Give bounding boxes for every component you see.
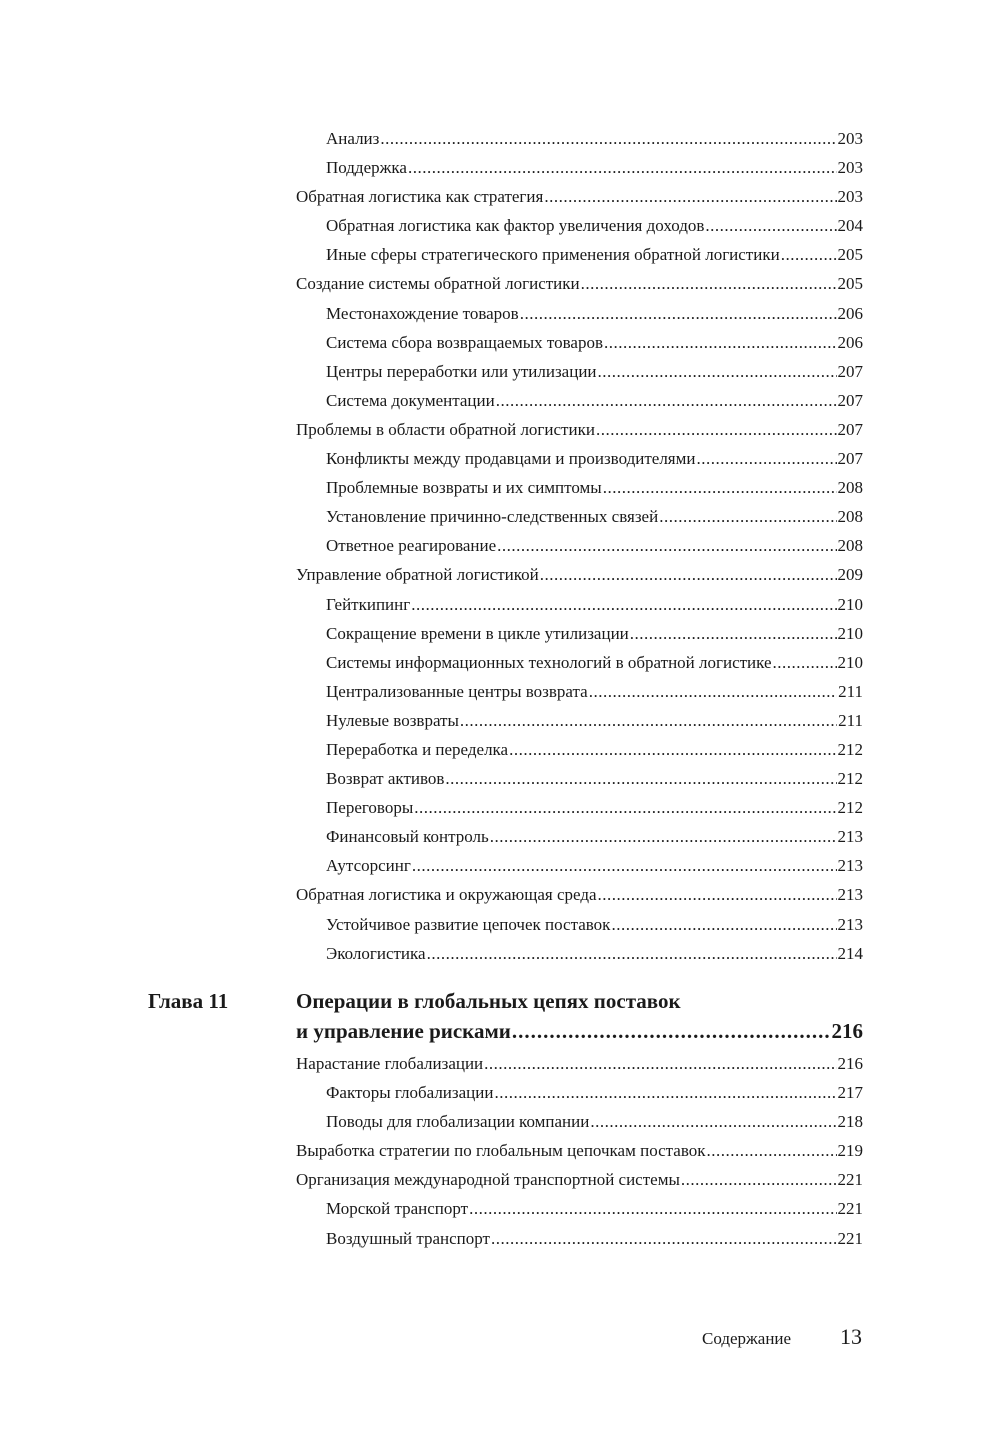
toc-entry	[296, 880, 863, 909]
toc-entry	[296, 1194, 863, 1223]
toc-entry	[296, 822, 863, 851]
toc-entry	[296, 444, 863, 473]
toc-leader-dots	[781, 240, 837, 269]
toc-entry	[296, 851, 863, 880]
toc-entry-title: Переговоры	[326, 798, 414, 818]
chapter-label: Глава 11	[148, 989, 229, 1013]
toc-leader-dots	[445, 764, 836, 793]
toc-entry-title: Устойчивое развитие цепочек поставок	[326, 914, 611, 934]
toc-entry-title: Обратная логистика как стратегия	[296, 187, 544, 207]
toc-leader-dots	[540, 560, 837, 589]
chapter-title-line1	[296, 986, 863, 1016]
toc-leader-dots	[681, 1165, 837, 1194]
toc-leader-dots	[705, 211, 836, 240]
chapter-leader-dots	[512, 1016, 831, 1046]
toc-entry-page: 203	[837, 158, 863, 178]
toc-entry-title: Переработка и переделка	[326, 739, 509, 759]
toc-entry	[296, 648, 863, 677]
toc-entry-page: 207	[837, 449, 863, 469]
toc-leader-dots	[659, 502, 836, 531]
toc-entry-title: Конфликты между продавцами и производителями	[326, 449, 696, 469]
toc-entry	[296, 1224, 863, 1253]
toc-entry-page: 207	[837, 361, 863, 381]
toc-entry-title: Проблемные возвраты и их симптомы	[326, 478, 602, 498]
toc-entry	[296, 240, 863, 269]
toc-entry	[296, 473, 863, 502]
toc-entry-page: 213	[837, 827, 863, 847]
toc-leader-dots	[611, 910, 836, 939]
toc-leader-dots	[696, 444, 836, 473]
toc-entry-title: Управление обратной логистикой	[296, 565, 539, 585]
toc-entry	[296, 706, 863, 735]
toc-entry-title: Финансовый контроль	[326, 827, 489, 847]
toc-entry	[296, 1165, 863, 1194]
chapter-heading	[296, 986, 863, 1046]
toc-entry-page: 208	[837, 536, 863, 556]
toc-entry-page: 210	[837, 594, 863, 614]
toc-entry	[296, 1078, 863, 1107]
toc-entry-page: 213	[837, 914, 863, 934]
toc-leader-dots	[497, 531, 836, 560]
toc-entry-title: Местонахождение товаров	[326, 303, 519, 323]
toc-entry-title: Система сбора возвращаемых товаров	[326, 332, 603, 352]
toc-entry	[296, 939, 863, 968]
toc-entry	[296, 764, 863, 793]
toc-leader-dots	[598, 357, 837, 386]
toc-leader-dots	[490, 822, 837, 851]
toc-entry-page: 217	[837, 1083, 863, 1103]
toc-leader-dots	[460, 706, 837, 735]
toc-entry-page: 210	[837, 652, 863, 672]
toc-entry-title: Факторы глобализации	[326, 1083, 494, 1103]
toc-entry-title: Иные сферы стратегического применения обратной логистики	[326, 245, 780, 265]
toc-entry-title: Системы информационных технологий в обратной логистике	[326, 652, 772, 672]
toc-entry-page: 206	[837, 303, 863, 323]
toc-entry-title: Установление причинно-следственных связей	[326, 507, 659, 527]
toc-leader-dots	[496, 386, 837, 415]
toc-leader-dots	[604, 328, 837, 357]
toc-entry-page: 212	[837, 769, 863, 789]
toc-list-part2	[296, 1049, 863, 1253]
toc-entry-title: Обратная логистика как фактор увеличения доходов	[326, 216, 705, 236]
toc-entry-title: Возврат активов	[326, 769, 445, 789]
toc-entry	[296, 153, 863, 182]
toc-entry-page: 213	[837, 885, 863, 905]
toc-leader-dots	[469, 1194, 836, 1223]
toc-leader-dots	[707, 1136, 837, 1165]
toc-leader-dots	[544, 182, 836, 211]
toc-entry	[296, 269, 863, 298]
toc-leader-dots	[581, 269, 837, 298]
toc-entry-page: 216	[837, 1054, 863, 1073]
toc-leader-dots	[603, 473, 837, 502]
toc-entry-title: Проблемы в области обратной логистики	[296, 419, 595, 439]
toc-leader-dots	[484, 1049, 836, 1078]
chapter-title-text-1: Операции в глобальных цепях поставок	[296, 989, 681, 1013]
toc-leader-dots	[412, 851, 837, 880]
toc-entry-page: 213	[837, 856, 863, 876]
toc-leader-dots	[589, 677, 837, 706]
toc-entry	[296, 531, 863, 560]
toc-entry-page: 209	[837, 565, 863, 585]
toc-entry	[296, 590, 863, 619]
toc-leader-dots	[380, 124, 836, 153]
toc-entry	[296, 357, 863, 386]
toc-entry-page: 221	[837, 1170, 863, 1190]
toc-entry	[296, 1049, 863, 1078]
toc-entry-page: 221	[837, 1199, 863, 1219]
toc-entry-page: 212	[837, 739, 863, 759]
toc-entry-page: 203	[837, 129, 863, 148]
toc-entry-title: Выработка стратегии по глобальным цепочкам поставок	[296, 1141, 706, 1161]
toc-entry-page: 211	[838, 681, 863, 701]
chapter-page-number: 216	[831, 1019, 863, 1043]
running-footer-label: Содержание	[702, 1329, 792, 1348]
toc-entry	[296, 211, 863, 240]
toc-entry	[296, 793, 863, 822]
toc-entry	[296, 735, 863, 764]
toc-entry-title: Сокращение времени в цикле утилизации	[326, 623, 629, 643]
toc-entry-page: 219	[837, 1141, 863, 1161]
toc-leader-dots	[590, 1107, 836, 1136]
toc-entry-page: 205	[837, 274, 863, 294]
toc-entry	[296, 1107, 863, 1136]
toc-entry	[296, 415, 863, 444]
toc-entry-page: 208	[837, 478, 863, 498]
toc-entry-title: Аутсорсинг	[326, 856, 411, 876]
toc-entry-title: Гейткипинг	[326, 594, 411, 614]
toc-entry	[296, 910, 863, 939]
toc-entry-page: 210	[837, 623, 863, 643]
toc-entry-title: Нарастание глобализации	[296, 1054, 484, 1073]
toc-entry	[296, 299, 863, 328]
toc-leader-dots	[630, 619, 837, 648]
toc-entry-page: 203	[837, 187, 863, 207]
toc-entry-page: 211	[838, 710, 863, 730]
toc-leader-dots	[411, 590, 836, 619]
toc-entry-page: 218	[837, 1112, 863, 1132]
toc-entry-page: 207	[837, 419, 863, 439]
toc-leader-dots	[509, 735, 836, 764]
toc-entry-page: 205	[837, 245, 863, 265]
toc-entry-title: Централизованные центры возврата	[326, 681, 588, 701]
toc-entry	[296, 1136, 863, 1165]
toc-entry-title: Организация международной транспортной системы	[296, 1170, 680, 1190]
toc-leader-dots	[773, 648, 837, 677]
chapter-title-line2	[296, 1016, 863, 1046]
toc-entry-title: Анализ	[326, 129, 380, 148]
toc-entry-title: Ответное реагирование	[326, 536, 497, 556]
toc-entry	[296, 677, 863, 706]
toc-entry	[296, 502, 863, 531]
toc-entry-title: Поддержка	[326, 158, 407, 178]
toc-entry	[296, 560, 863, 589]
toc-entry	[296, 386, 863, 415]
toc-leader-dots	[598, 880, 837, 909]
toc-entry-title: Создание системы обратной логистики	[296, 274, 580, 294]
toc-entry-title: Морской транспорт	[326, 1199, 469, 1219]
toc-entry	[296, 182, 863, 211]
toc-entry-title: Центры переработки или утилизации	[326, 361, 597, 381]
toc-entry-title: Обратная логистика и окружающая среда	[296, 885, 597, 905]
toc-entry-page: 207	[837, 390, 863, 410]
toc-list-part1	[296, 124, 863, 968]
toc-entry-title: Воздушный транспорт	[326, 1228, 490, 1248]
toc-entry-page: 208	[837, 507, 863, 527]
toc-entry-title: Нулевые возвраты	[326, 710, 459, 730]
page-number: 13	[840, 1324, 862, 1349]
toc-entry	[296, 124, 863, 153]
toc-leader-dots	[494, 1078, 836, 1107]
toc-entry-page: 221	[837, 1228, 863, 1248]
toc-leader-dots	[414, 793, 836, 822]
toc-entry-page: 214	[837, 943, 863, 963]
toc-entry-page: 212	[837, 798, 863, 818]
toc-entry	[296, 619, 863, 648]
toc-leader-dots	[520, 299, 837, 328]
toc-entry	[296, 328, 863, 357]
toc-entry-title: Экологистика	[326, 943, 426, 963]
toc-entry-title: Система документации	[326, 390, 495, 410]
toc-entry-page: 204	[837, 216, 863, 236]
toc-leader-dots	[427, 939, 837, 968]
toc-entry-page: 206	[837, 332, 863, 352]
toc-leader-dots	[596, 415, 837, 444]
chapter-title-text-2: и управление рисками	[296, 1019, 511, 1043]
toc-leader-dots	[491, 1224, 837, 1253]
toc-leader-dots	[408, 153, 837, 182]
toc-entry-title: Поводы для глобализации компании	[326, 1112, 590, 1132]
